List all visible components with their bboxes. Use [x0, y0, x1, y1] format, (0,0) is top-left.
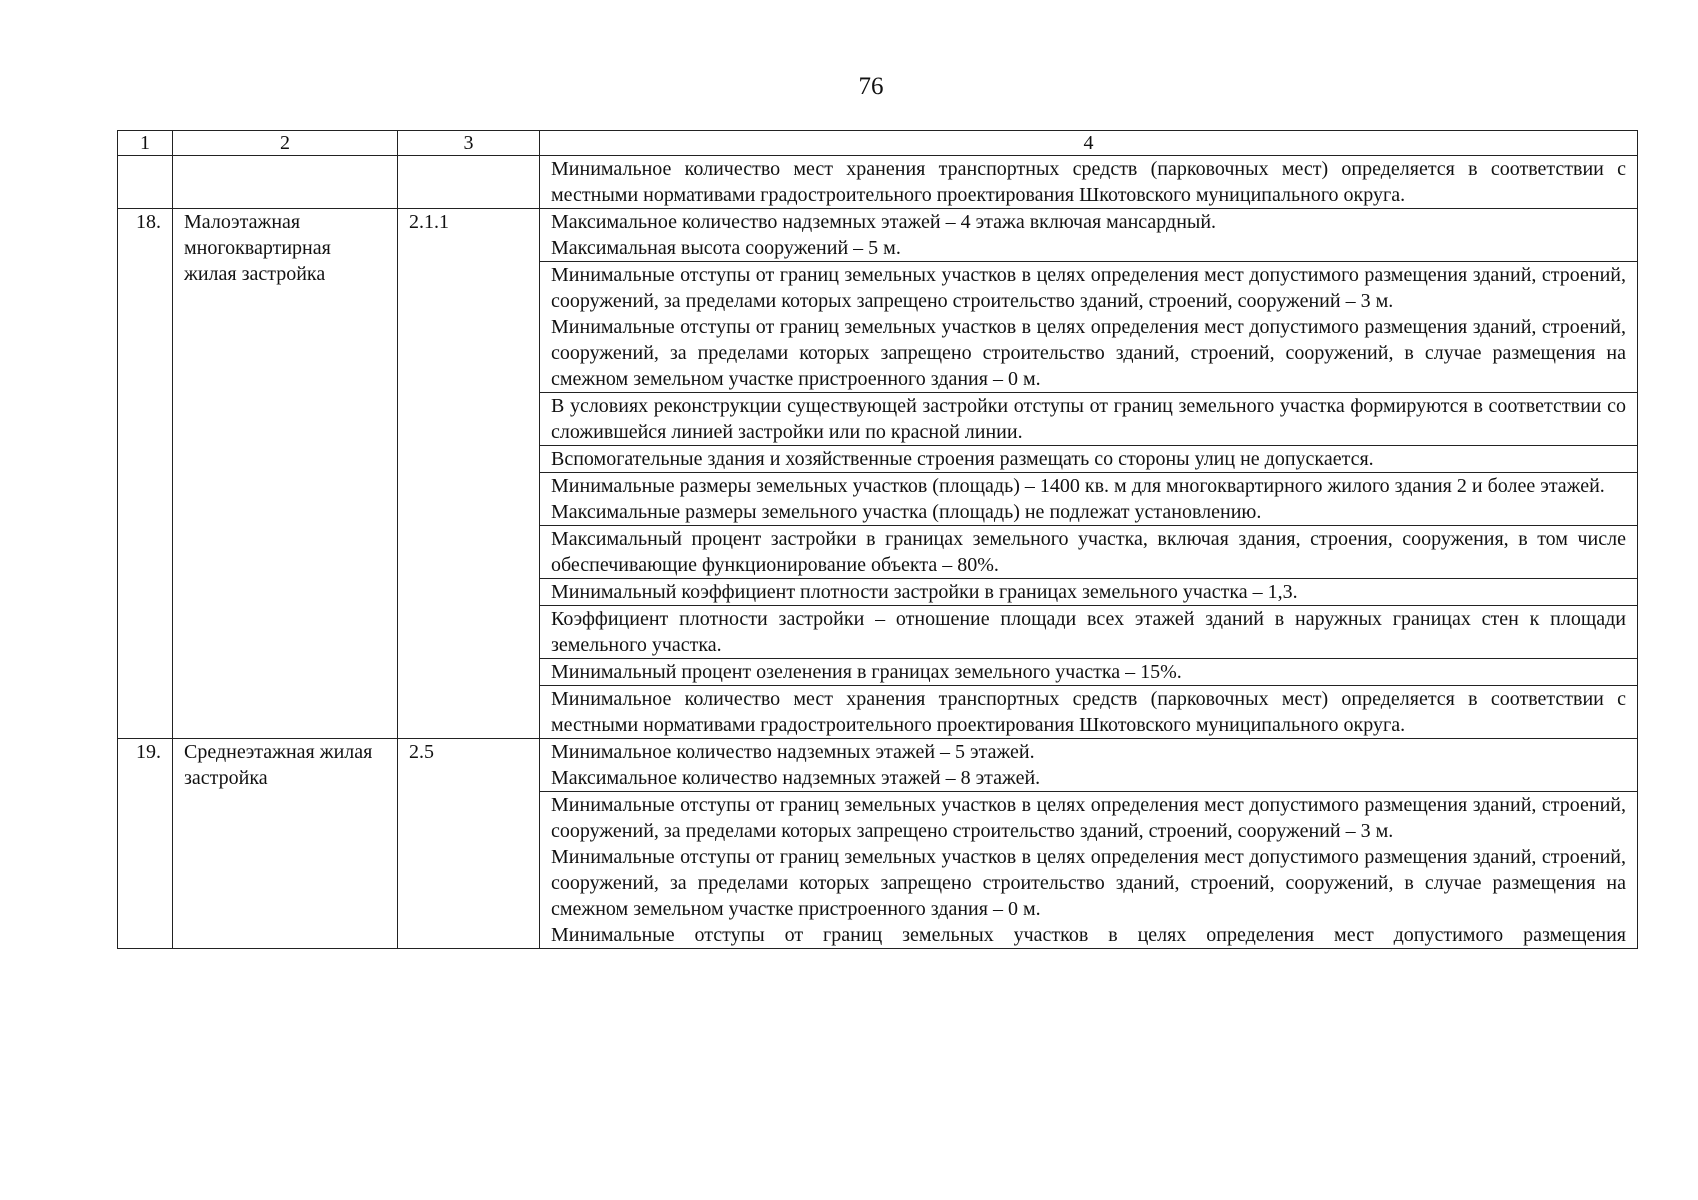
param-text: Минимальное количество надземных этажей – 5 этажей. [551, 741, 1035, 763]
param-cell [540, 792, 1638, 949]
param-cell [540, 209, 1638, 262]
param-text: Минимальные отступы от границ земельных участков в целях определения мест допустимого размещения зданий, строений, сооружений, за пределами которых запрещено строительство зданий, строений, сооружений – 3 м. [551, 264, 1626, 312]
param-cell [540, 526, 1638, 579]
param-text: Минимальные размеры земельных участков (площадь) – 1400 кв. м для многоквартирного жилого здания 2 и более этажей. [551, 475, 1605, 497]
use-type-code: 2.1.1 [398, 209, 540, 739]
param-text: Максимальное количество надземных этажей – 8 этажей. [551, 767, 1041, 789]
param-text: Минимальные отступы от границ земельных участков в целях определения мест допустимого размещения зданий, строений, сооружений, за пределами которых запрещено строительство зданий, строений, сооружений, в случае размещения на смежном земельном участке пристроенного здания – 0 м. [551, 316, 1626, 390]
table-row [118, 156, 1638, 209]
use-type-code: 2.5 [398, 739, 540, 949]
param-cell [540, 686, 1638, 739]
param-cell [540, 473, 1638, 526]
table-header-row [118, 131, 1638, 156]
param-text: Коэффициент плотности застройки – отношение площади всех этажей зданий в наружных границах стен к площади земельного участка. [551, 608, 1626, 656]
use-type-name: Малоэтажная многоквартирная жилая застройка [173, 209, 398, 739]
param-text: Максимальная высота сооружений – 5 м. [551, 237, 901, 259]
page-number: 76 [858, 73, 884, 100]
column-header: 3 [398, 131, 540, 156]
param-text: В условиях реконструкции существующей застройки отступы от границ земельного участка формируются в соответствии со сложившейся линией застройки или по красной линии. [551, 395, 1626, 443]
param-text: Максимальные размеры земельного участка (площадь) не подлежат установлению. [551, 501, 1262, 523]
row-number: 18. [118, 209, 173, 739]
param-cell [540, 579, 1638, 606]
param-text: Минимальные отступы от границ земельных участков в целях определения мест допустимого размещения [551, 924, 1626, 946]
use-type-name: Среднеэтажная жилая застройка [173, 739, 398, 949]
param-cell [540, 446, 1638, 473]
param-text: Максимальный процент застройки в границах земельного участка, включая здания, строения, сооружения, в том числе обеспечивающие функционирование объекта – 80%. [551, 528, 1626, 576]
param-text: Вспомогательные здания и хозяйственные строения размещать со стороны улиц не допускается. [551, 448, 1374, 470]
row-number: 19. [118, 739, 173, 949]
column-header: 4 [540, 131, 1638, 156]
param-cell [540, 262, 1638, 393]
param-cell [540, 739, 1638, 792]
zoning-regulations-table [117, 130, 1638, 949]
table-row [118, 739, 1638, 792]
param-text: Минимальное количество мест хранения транспортных средств (парковочных мест) определяется в соответствии с местными нормативами градостроительного проектирования Шкотовского муниципального округа. [551, 688, 1626, 736]
param-text: Минимальный процент озеленения в границах земельного участка – 15%. [551, 661, 1182, 683]
param-text: Минимальное количество мест хранения транспортных средств (парковочных мест) определяется в соответствии с местными нормативами градостроительного проектирования Шкотовского муниципального округа. [540, 156, 1638, 209]
param-cell [540, 393, 1638, 446]
table-row [118, 209, 1638, 262]
param-text: Минимальный коэффициент плотности застройки в границах земельного участка – 1,3. [551, 581, 1298, 603]
param-text: Минимальные отступы от границ земельных участков в целях определения мест допустимого размещения зданий, строений, сооружений, за пределами которых запрещено строительство зданий, строений, сооружений – 3 м. [551, 794, 1626, 842]
param-cell [540, 606, 1638, 659]
param-cell [540, 659, 1638, 686]
column-header: 2 [173, 131, 398, 156]
param-text: Максимальное количество надземных этажей – 4 этажа включая мансардный. [551, 211, 1217, 233]
column-header: 1 [118, 131, 173, 156]
param-text: Минимальные отступы от границ земельных участков в целях определения мест допустимого размещения зданий, строений, сооружений, за пределами которых запрещено строительство зданий, строений, сооружений, в случае размещения на смежном земельном участке пристроенного здания – 0 м. [551, 846, 1626, 920]
